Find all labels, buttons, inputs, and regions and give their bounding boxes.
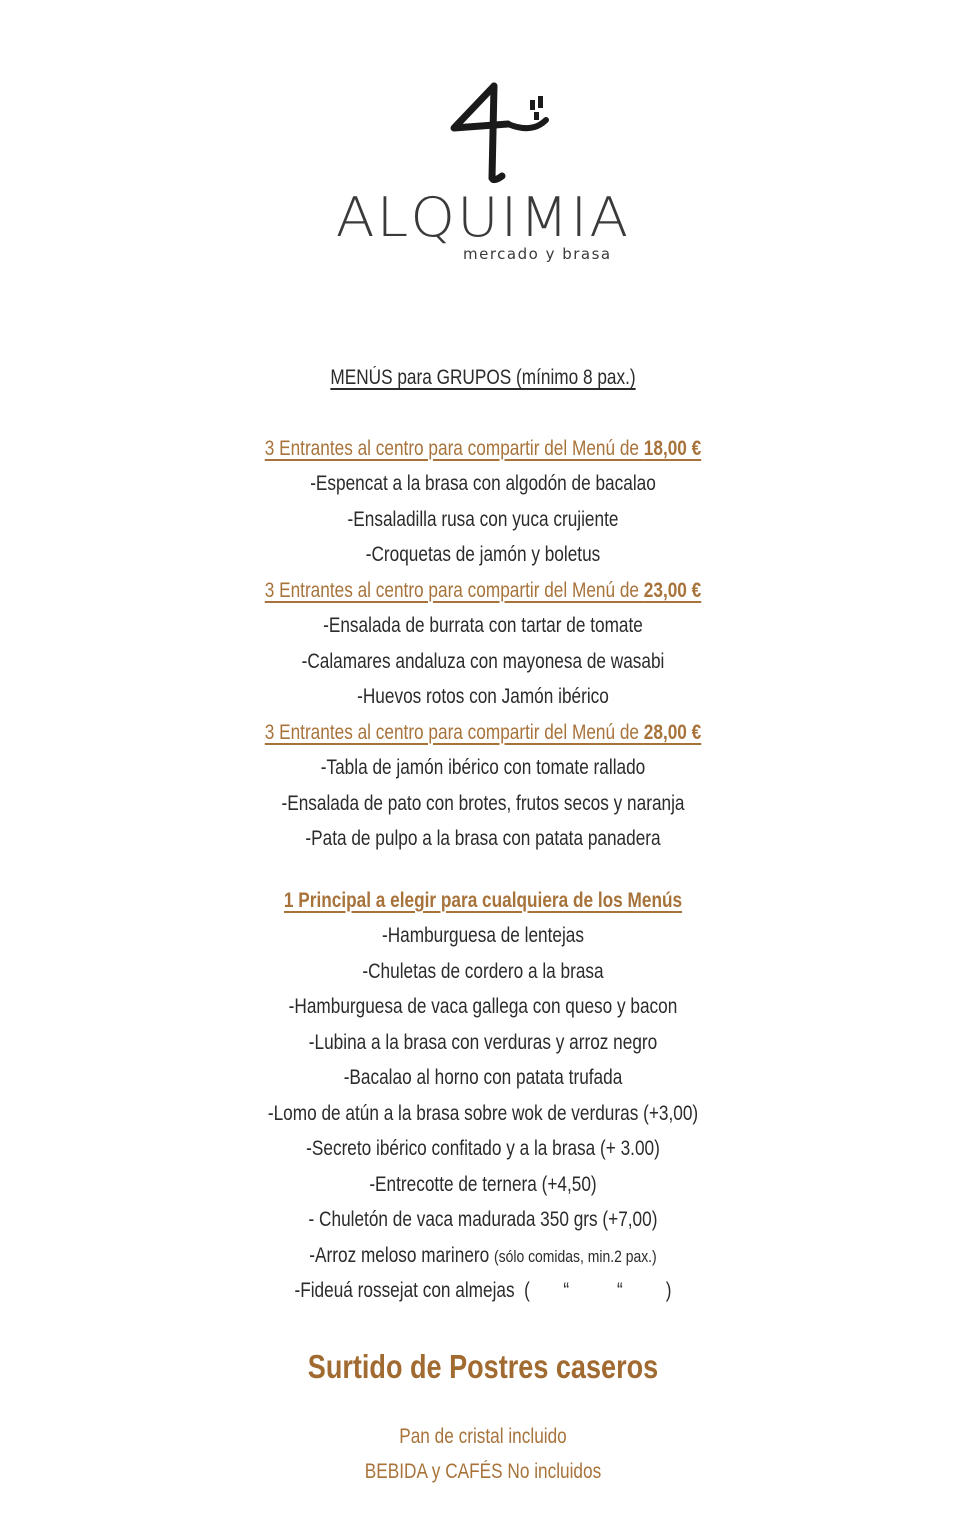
menu-item: -Espencat a la brasa con algodón de bacalao	[310, 472, 656, 495]
arroz-note: (sólo comidas, min.2 pax.)	[493, 1246, 657, 1266]
logo-tagline: mercado y brasa	[463, 245, 612, 263]
menu-item: -Secreto ibérico confitado y a la brasa (+ 3.00)	[306, 1137, 660, 1160]
menu-item: - Chuletón de vaca madurada 350 grs (+7,00)	[308, 1208, 658, 1231]
page-title: MENÚS para GRUPOS (mínimo 8 pax.)	[330, 366, 636, 389]
logo-name: ALQUIMIA	[335, 186, 631, 249]
menu-item: -Hamburguesa de lentejas	[382, 924, 584, 947]
menu-item-fideua: -Fideuá rossejat con almejas ( “ “ )	[294, 1279, 672, 1302]
number-4-logo-icon	[436, 78, 556, 188]
menu-item: -Tabla de jamón ibérico con tomate rallado	[320, 756, 646, 779]
menu-item: -Hamburguesa de vaca gallega con queso y bacon	[288, 995, 678, 1018]
menu-item: -Entrecotte de ternera (+4,50)	[369, 1172, 597, 1196]
menu-item: -Lubina a la brasa con verduras y arroz negro	[308, 1030, 658, 1054]
menu-item-arroz: -Arroz meloso marinero (sólo comidas, min.2 pax.)	[309, 1243, 657, 1267]
menu-item: -Croquetas de jamón y boletus	[365, 543, 601, 566]
starter-title-1: 3 Entrantes al centro para compartir del Menú de 18,00 €	[264, 436, 702, 460]
principal-title: 1 Principal a elegir para cualquiera de los Menús	[283, 888, 683, 912]
footer-bread: Pan de cristal incluido	[399, 1424, 567, 1448]
starter-title-2: 3 Entrantes al centro para compartir del Menú de 23,00 €	[264, 578, 702, 602]
menu-item: -Lomo de atún a la brasa sobre wok de verduras (+3,00)	[267, 1101, 699, 1125]
footer-drinks: BEBIDA y CAFÉS No incluidos	[364, 1460, 602, 1483]
menu-item: -Ensalada de pato con brotes, frutos secos y naranja	[281, 791, 685, 815]
menu-content	[0, 360, 966, 1490]
menu-item: -Calamares andaluza con mayonesa de wasabi	[301, 649, 665, 673]
menu-item: -Ensaladilla rusa con yuca crujiente	[347, 507, 619, 531]
logo	[0, 78, 966, 278]
starter-title-3: 3 Entrantes al centro para compartir del Menú de 28,00 €	[264, 720, 702, 744]
menu-item: -Pata de pulpo a la brasa con patata panadera	[305, 827, 661, 850]
menu-item: -Ensalada de burrata con tartar de tomate	[323, 614, 643, 637]
menu-item: -Bacalao al horno con patata trufada	[343, 1066, 623, 1089]
desserts-title: Surtido de Postres caseros	[307, 1347, 659, 1385]
menu-item: -Chuletas de cordero a la brasa	[362, 959, 604, 983]
menu-item: -Huevos rotos con Jamón ibérico	[357, 685, 609, 708]
